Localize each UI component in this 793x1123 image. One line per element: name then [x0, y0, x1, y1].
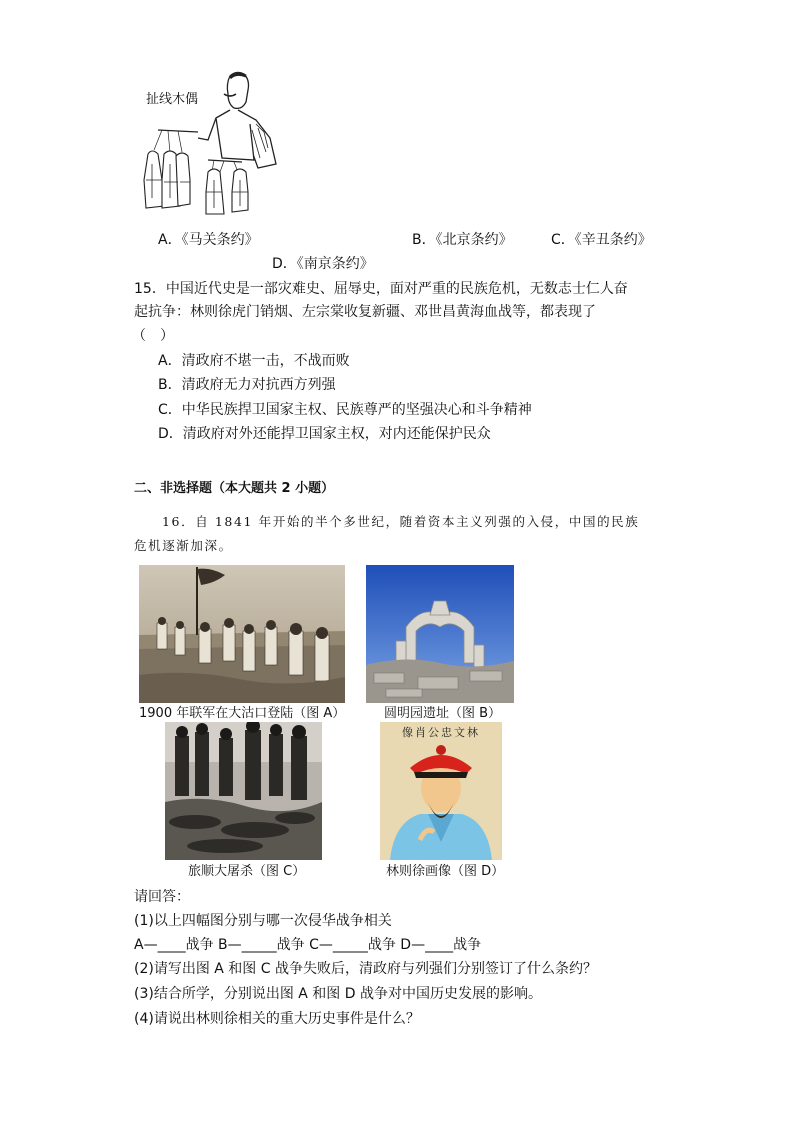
photo-d-lin-zexu-portrait [380, 722, 502, 860]
q14-option-b[interactable]: B．《北京条约》 [412, 232, 513, 248]
q16-prompt: 请回答： [134, 889, 190, 905]
puppet-cartoon [138, 68, 283, 216]
photo-b-yuanmingyuan-ruins [366, 565, 514, 703]
q15-option-a[interactable]: A．清政府不堪一击，不战而败 [158, 353, 350, 369]
q16-sub3: (3)结合所学，分别说出图 A 和图 D 战争对中国历史发展的影响。 [134, 986, 542, 1002]
q15-stem-line2: 起抗争：林则徐虎门销烟、左宗棠收复新疆、邓世昌黄海血战等，都表现了 [134, 304, 596, 320]
q15-option-d[interactable]: D．清政府对外还能捍卫国家主权，对内还能保护民众 [158, 426, 491, 442]
q14-option-c[interactable]: C．《辛丑条约》 [551, 232, 652, 248]
q16-sub1: (1)以上四幅图分别与哪一次侵华战争相关 [134, 913, 392, 929]
caption-a: 1900 年联军在大沽口登陆（图 A） [139, 706, 346, 721]
q14-option-a[interactable]: A．《马关条约》 [158, 232, 259, 248]
portrait-inscription: 林文忠公肖像 [402, 726, 480, 739]
caption-b: 圆明园遗址（图 B） [384, 706, 502, 721]
caption-d: 林则徐画像（图 D） [386, 864, 505, 879]
q15-answer-blank: （ ） [132, 328, 174, 344]
caption-c: 旅顺大屠杀（图 C） [188, 864, 306, 879]
photo-c-lushun-massacre [165, 722, 322, 860]
q14-option-d[interactable]: D．《南京条约》 [272, 256, 374, 272]
q16-sub4: (4)请说出林则徐相关的重大历史事件是什么？ [134, 1011, 420, 1027]
q16-sub2: (2)请写出图 A 和图 C 战争失败后，清政府与列强们分别签订了什么条约？ [134, 961, 597, 977]
q16-intro-line2: 危机逐渐加深。 [134, 538, 233, 553]
q16-sub1-blanks[interactable]: A—____战争 B—_____战争 C—_____战争 D—____战争 [134, 937, 482, 953]
cartoon-label: 扯线木偶 [146, 92, 199, 107]
q15-stem-line1: 15．中国近代史是一部灾难史、屈辱史，面对严重的民族危机，无数志士仁人奋 [134, 281, 628, 297]
section-heading: 二、非选择题（本大题共 2 小题） [134, 481, 335, 496]
q16-intro-line1: 16．自 1841 年开始的半个多世纪，随着资本主义列强的入侵，中国的民族 [162, 514, 640, 529]
q15-option-b[interactable]: B．清政府无力对抗西方列强 [158, 377, 336, 393]
q15-option-c[interactable]: C．中华民族捍卫国家主权、民族尊严的坚强决心和斗争精神 [158, 402, 532, 418]
photo-a-troops-landing [139, 565, 345, 703]
